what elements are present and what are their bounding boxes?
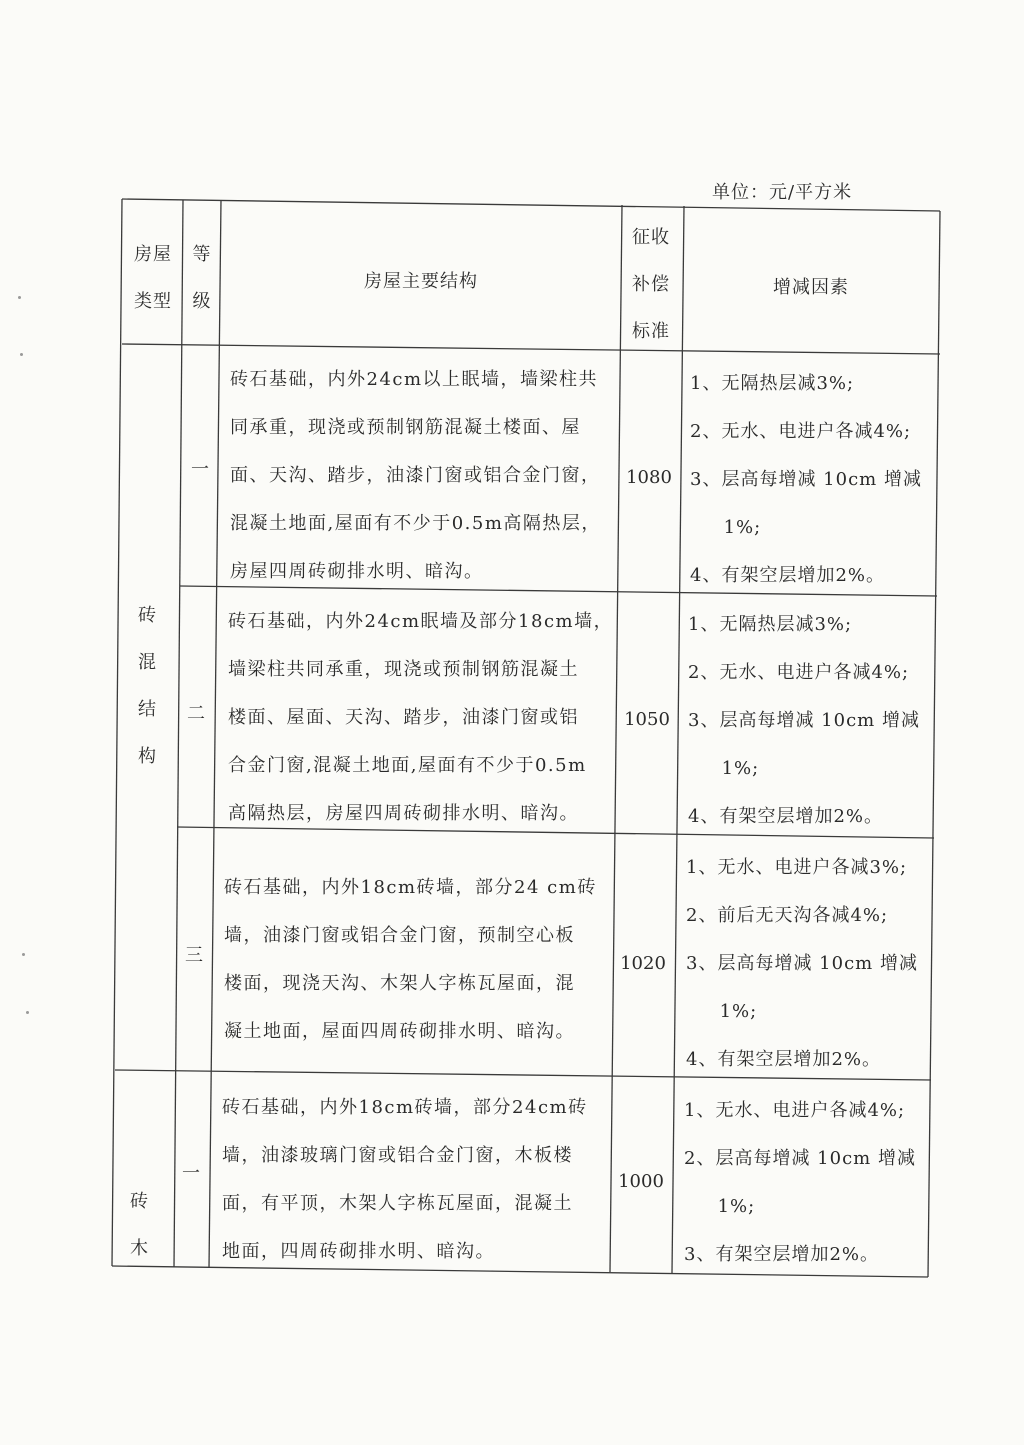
row-factors: 1、无隔热层减3%; 2、无水、电进户各减4%; 3、层高每增减 10cm 增减 1%; 4、有架空层增加2%。	[690, 373, 922, 586]
row-standard: 1000	[618, 1171, 664, 1192]
row-standard: 1050	[624, 709, 670, 730]
row-grade: 一	[191, 459, 209, 480]
row-grade: 三	[185, 945, 203, 966]
group-type-brick-wood: 砖 木	[130, 1191, 148, 1259]
header-house-type: 房屋 类型	[134, 244, 172, 312]
header-adjustment-factors: 增减因素	[773, 277, 849, 298]
group-type-brick-concrete: 砖 混 结 构	[138, 605, 156, 767]
row-standard: 1020	[620, 953, 666, 974]
row-factors: 1、无水、电进户各减4%; 2、层高每增减 10cm 增减 1%; 3、有架空层增加2%。	[684, 1100, 916, 1265]
scan-speck	[26, 1011, 29, 1014]
row-grade: 一	[182, 1163, 200, 1184]
row-structure: 砖石基础，内外18cm砖墙，部分24cm砖 墙，油漆玻璃门窗或铝合金门窗，木板楼 面，有平顶，木架人字栋瓦屋面，混凝土 地面，四周砖砌排水明、暗沟。	[222, 1097, 588, 1262]
row-structure: 砖石基础，内外18cm砖墙，部分24 cm砖 墙，油漆门窗或铝合金门窗，预制空心板 楼面，现浇天沟、木架人字栋瓦屋面，混 凝土地面，屋面四周砖砌排水明、暗沟。	[224, 877, 597, 1042]
row-structure: 砖石基础，内外24cm以上眠墙，墙梁柱共 同承重，现浇或预制钢筋混凝土楼面、屋 面、天沟、踏步，油漆门窗或铝合金门窗， 混凝土地面,屋面有不少于0.5m高隔热层， 房屋四周砖砌排水明、暗沟。	[230, 369, 601, 582]
scan-speck	[20, 353, 23, 356]
row-factors: 1、无水、电进户各减3%; 2、前后无天沟各减4%; 3、层高每增减 10cm 增减 1%; 4、有架空层增加2%。	[686, 857, 918, 1070]
header-grade: 等 级	[192, 244, 212, 312]
unit-label: 单位：元/平方米	[712, 182, 853, 203]
header-main-structure: 房屋主要结构	[364, 271, 478, 292]
row-factors: 1、无隔热层减3%; 2、无水、电进户各减4%; 3、层高每增减 10cm 增减 1%; 4、有架空层增加2%。	[688, 614, 920, 827]
scan-speck	[18, 296, 21, 299]
scan-speck	[22, 953, 25, 956]
row-structure: 砖石基础，内外24cm眠墙及部分18cm墙， 墙梁柱共同承重，现浇或预制钢筋混凝土 楼面、屋面、天沟、踏步，油漆门窗或铝 合金门窗,混凝土地面,屋面有不少于0.5m 高隔热层，房屋四周砖砌排水明、暗沟。	[228, 611, 614, 824]
header-compensation-standard: 征收 补偿 标准	[632, 227, 670, 342]
row-grade: 二	[187, 703, 205, 724]
row-standard: 1080	[626, 467, 672, 488]
